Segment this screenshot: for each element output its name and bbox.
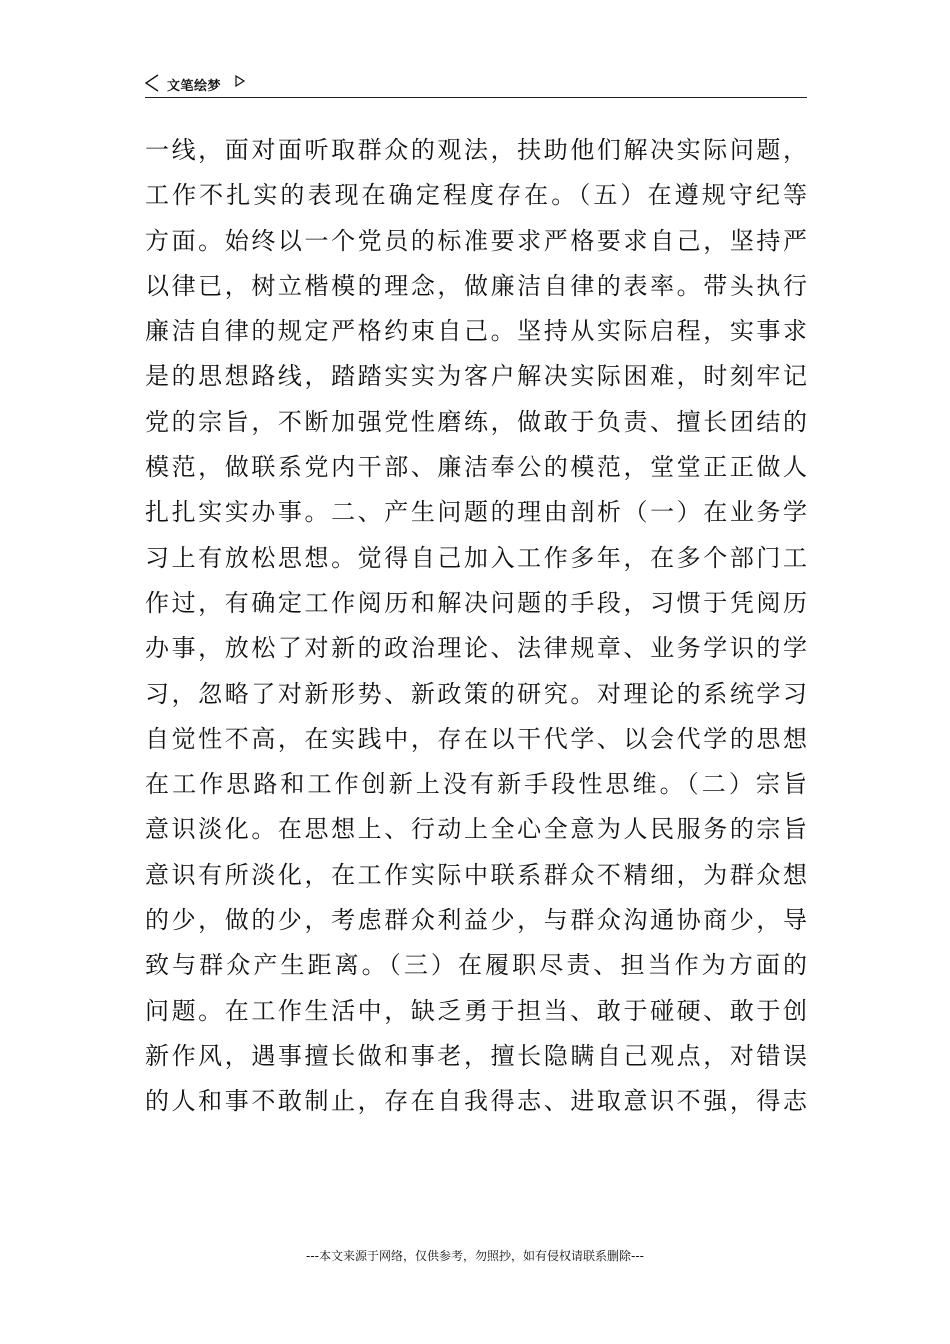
text-line: 扎扎实实办事。二、产生问题的理由剖析（一）在业务学 — [145, 498, 807, 527]
text-line: 作过，有确定工作阅历和解决问题的手段，习惯于凭阅历 — [145, 588, 807, 617]
header-title: 文笔绘梦 — [167, 79, 222, 94]
text-line: 问题。在工作生活中，缺乏勇于担当、敢于碰硬、敢于创 — [145, 996, 807, 1025]
text-line: 新作风，遇事擅长做和事老，擅长隐瞒自己观点，对错误 — [145, 1041, 807, 1070]
text-line: 一线，面对面听取群众的观法，扶助他们解决实际问题， — [145, 136, 807, 164]
text-line: 模范，做联系党内干部、廉洁奉公的模范，堂堂正正做人 — [145, 453, 807, 482]
text-line: 的少，做的少，考虑群众利益少，与群众沟通协商少，导 — [145, 906, 807, 935]
text-line: 党的宗旨，不断加强党性磨练，做敢于负责、擅长团结的 — [145, 407, 807, 436]
page-header — [145, 73, 807, 98]
text-line: 致与群众产生距离。（三）在履职尽责、担当作为方面的 — [145, 951, 807, 980]
document-body — [145, 128, 807, 1125]
footer-disclaimer: ---本文来源于网络，仅供参考，勿照抄，如有侵权请联系删除--- — [306, 1249, 644, 1263]
text-line: 方面。始终以一个党员的标准要求严格要求自己，坚持严 — [145, 226, 807, 255]
text-line: 是的思想路线，踏踏实实为客户解决实际困难，时刻牢记 — [145, 362, 807, 391]
triangle-left-icon — [145, 74, 159, 92]
text-line: 办事，放松了对新的政治理论、法律规章、业务学识的学 — [145, 634, 807, 663]
text-line: 在工作思路和工作创新上没有新手段性思维。（二）宗旨 — [145, 770, 807, 799]
text-line: 廉洁自律的规定严格约束自己。坚持从实际启程，实事求 — [145, 317, 807, 346]
text-line: 以律已，树立楷模的理念，做廉洁自律的表率。带头执行 — [145, 271, 807, 300]
text-line: 的人和事不敢制止，存在自我得志、进取意识不强，得志 — [145, 1087, 807, 1116]
text-line: 自觉性不高，在实践中，存在以干代学、以会代学的思想 — [145, 724, 807, 753]
text-line: 意识淡化。在思想上、行动上全心全意为人民服务的宗旨 — [145, 815, 807, 844]
text-line: 习，忽略了对新形势、新政策的研究。对理论的系统学习 — [145, 679, 807, 708]
triangle-right-icon — [235, 75, 245, 87]
text-line: 习上有放松思想。觉得自己加入工作多年，在多个部门工 — [145, 543, 807, 572]
text-line: 意识有所淡化，在工作实际中联系群众不精细，为群众想 — [145, 860, 807, 889]
text-line: 工作不扎实的表现在确定程度存在。（五）在遵规守纪等 — [145, 181, 807, 210]
